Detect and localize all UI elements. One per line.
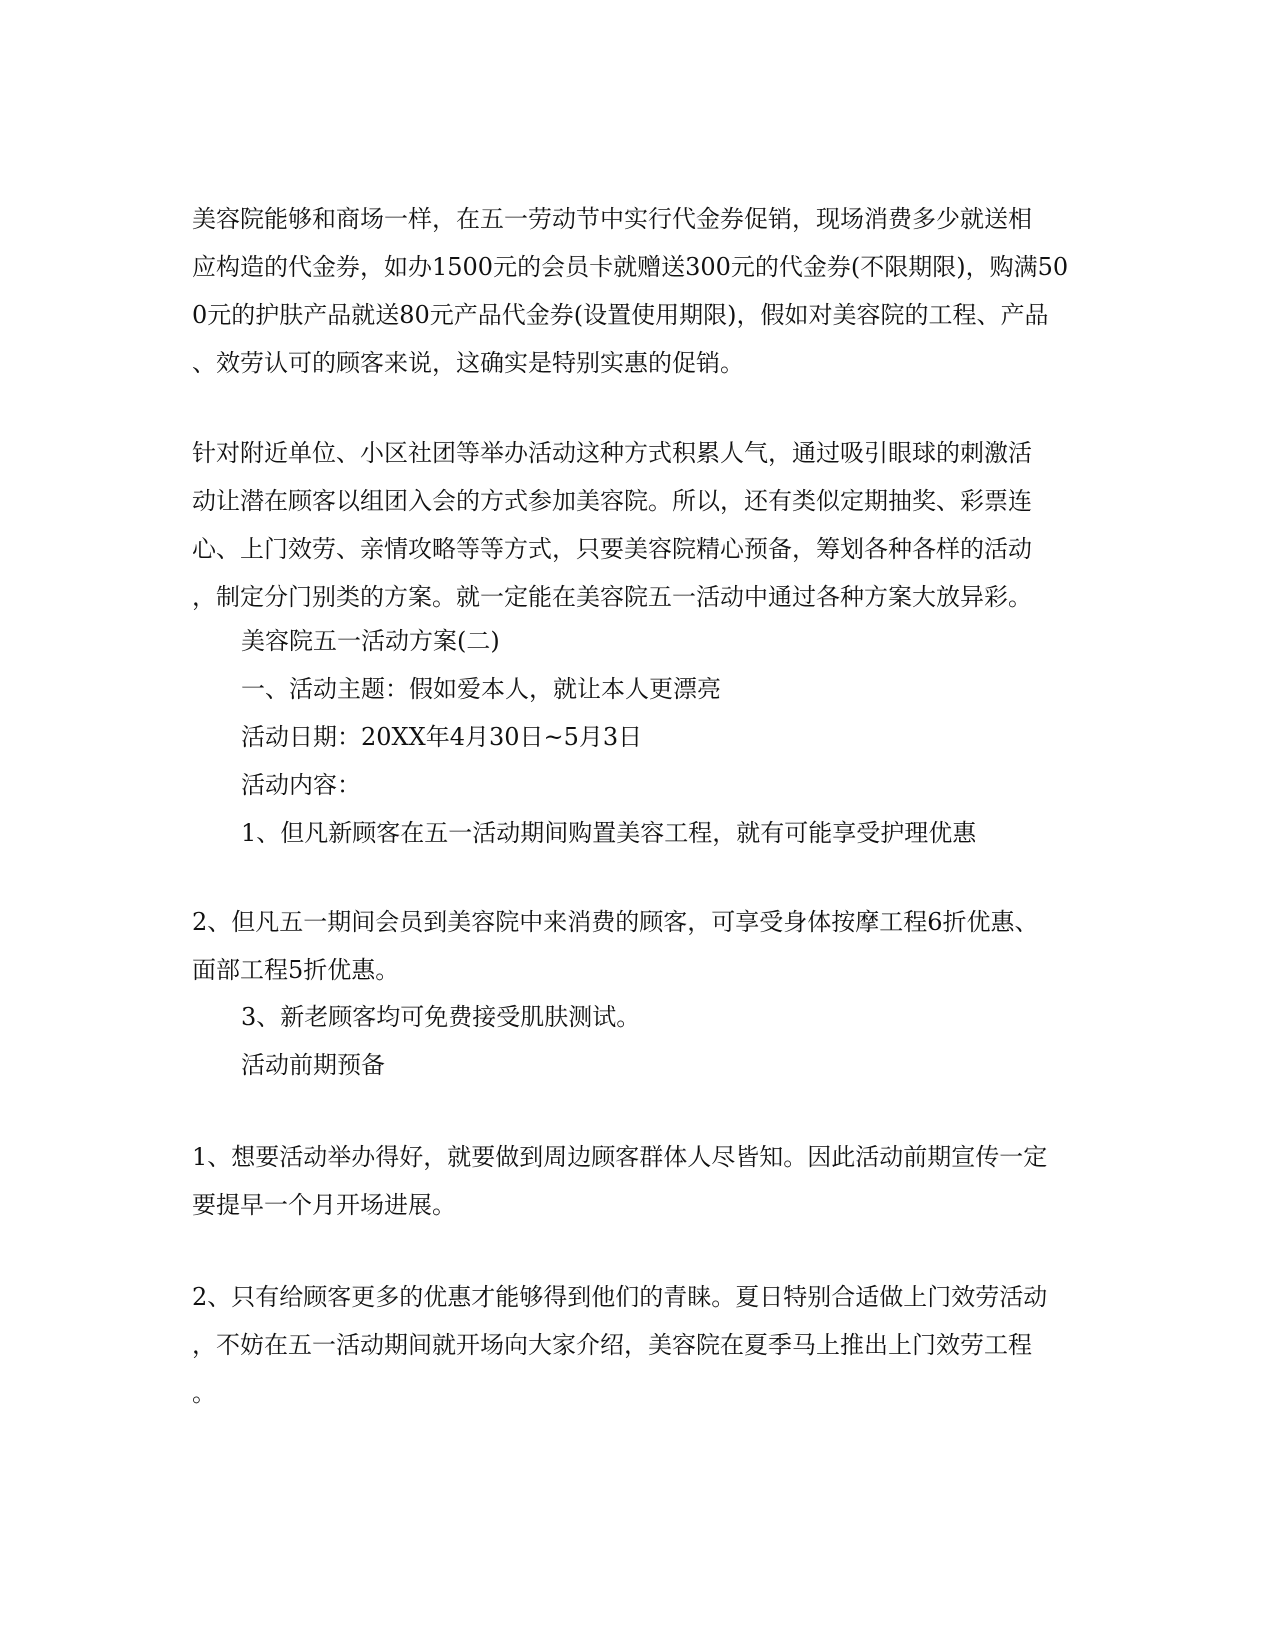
paragraph-line: 针对附近单位、小区社团等举办活动这种方式积累人气，通过吸引眼球的刺激活 — [192, 439, 1032, 467]
paragraph-line: 应构造的代金券，如办1500元的会员卡就赠送300元的代金券(不限期限)，购满50 — [192, 253, 1069, 281]
paragraph-line: 美容院能够和商场一样，在五一劳动节中实行代金券促销，现场消费多少就送相 — [192, 205, 1032, 233]
paragraph-line: 0元的护肤产品就送80元产品代金券(设置使用期限)，假如对美容院的工程、产品 — [192, 301, 1049, 329]
preparation-heading: 活动前期预备 — [241, 1051, 385, 1079]
paragraph-voucher-promotion — [192, 195, 1082, 387]
paragraph-member-discount — [192, 898, 1082, 994]
plan-two-section — [192, 617, 1082, 857]
paragraph-line: 1、想要活动举办得好，就要做到周边顾客群体人尽皆知。因此活动前期宣传一定 — [192, 1143, 1048, 1171]
paragraph-line: 动让潜在顾客以组团入会的方式参加美容院。所以，还有类似定期抽奖、彩票连 — [192, 487, 1032, 515]
paragraph-line: 。 — [192, 1379, 216, 1407]
paragraph-community-activities — [192, 429, 1082, 621]
activity-item: 1、但凡新顾客在五一活动期间购置美容工程，就有可能享受护理优惠 — [241, 819, 977, 847]
paragraph-line: 要提早一个月开场进展。 — [192, 1191, 456, 1219]
paragraph-line: 心、上门效劳、亲情攻略等等方式，只要美容院精心预备，筹划各种各样的活动 — [192, 535, 1032, 563]
paragraph-preparation-publicity — [192, 1133, 1082, 1229]
activity-item: 3、新老顾客均可免费接受肌肤测试。 — [241, 1003, 641, 1031]
activity-theme: 一、活动主题：假如爱本人，就让本人更漂亮 — [241, 675, 721, 703]
paragraph-home-service — [192, 1273, 1082, 1417]
activity-content-heading: 活动内容： — [241, 771, 361, 799]
paragraph-line: ，制定分门别类的方案。就一定能在美容院五一活动中通过各种方案大放异彩。 — [192, 583, 1032, 611]
activity-date: 活动日期：20XX年4月30日~5月3日 — [241, 723, 643, 751]
plan-title: 美容院五一活动方案(二) — [241, 627, 500, 655]
paragraph-line: 面部工程5折优惠。 — [192, 956, 400, 984]
paragraph-line: ，不妨在五一活动期间就开场向大家介绍，美容院在夏季马上推出上门效劳工程 — [192, 1331, 1032, 1359]
paragraph-line: 2、只有给顾客更多的优惠才能够得到他们的青睐。夏日特别合适做上门效劳活动 — [192, 1283, 1048, 1311]
paragraph-line: 、效劳认可的顾客来说，这确实是特别实惠的促销。 — [192, 349, 744, 377]
paragraph-line: 2、但凡五一期间会员到美容院中来消费的顾客，可享受身体按摩工程6折优惠、 — [192, 908, 1039, 936]
skin-test-section — [192, 993, 1082, 1089]
